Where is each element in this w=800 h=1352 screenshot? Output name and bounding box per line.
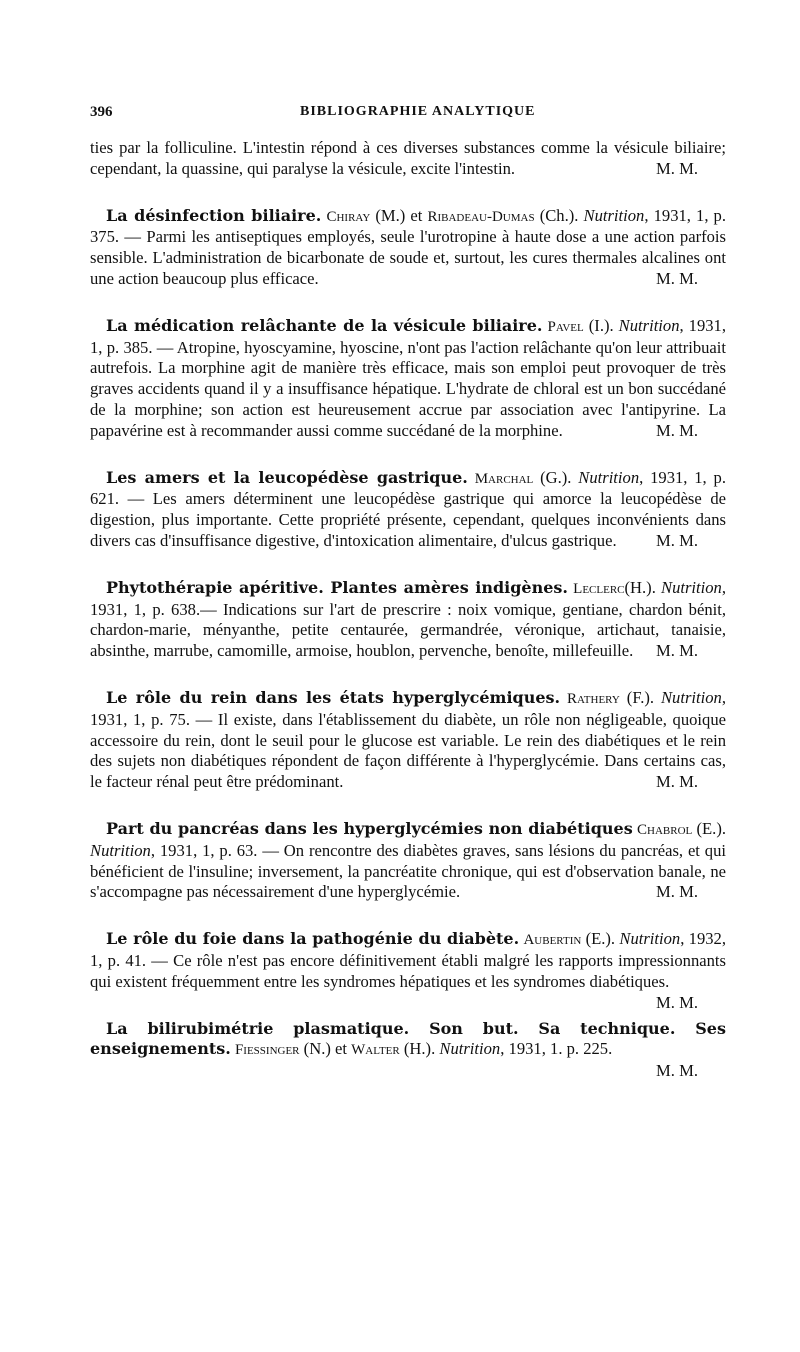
entry-summary: Il existe, dans l'établissement du diabète, un rôle non négligeable, quoique accessoire du rein, dont le seuil pour le glucose est variable. Le rein des diabétiques et le rein des sujets non diabétiques répondent de façon différente à l'hyperglycémie. Dans certains cas, le facteur rénal peut être prédominant. (90, 709, 726, 792)
reviewer-initials: M. M. (656, 530, 698, 550)
entry-author: Fiessinger (234, 1042, 300, 1059)
entry-journal: Nutrition (661, 577, 722, 597)
entry-author: Walter (351, 1042, 400, 1059)
reviewer-initials: M. M. (656, 158, 698, 178)
reviewer-initials: M. M. (656, 772, 698, 792)
entry-journal: Nutrition (618, 315, 680, 335)
entry-author-initial: (Ch.). (534, 205, 584, 225)
entry-author-initial: (H.). (624, 577, 661, 597)
page (90, 104, 726, 1082)
bibliography-entry (90, 316, 726, 442)
entry-citation: , 1931, 1, p. 621. — (90, 467, 726, 509)
entry-author: Marchal (474, 470, 534, 487)
entry-title: Le rôle du rein dans les états hyperglycémiques. (106, 687, 561, 707)
entry-summary: On rencontre des diabètes graves, sans lésions du pancréas, et qui bénéficient de l'insuline; inversement, la pancréatite chronique, qui est d'observation banale, ne s'accompagne pas nécessairement d'une hyperglycémie. (90, 840, 726, 902)
entry-author: Aubertin (523, 932, 582, 949)
reviewer-initials: M. M. (656, 1061, 698, 1081)
entry-title: La bilirubimétrie plasmatique. Son but. Sa technique. Ses enseignements. (90, 1018, 726, 1059)
entry-author-initial: (H.). (399, 1039, 440, 1059)
entry-citation: , 1931, 1, p. 375. — (90, 205, 726, 247)
reviewer-initials: M. M. (656, 641, 698, 661)
entry-title: Phytothérapie apéritive. Plantes amères indigènes. (106, 577, 569, 597)
entry-title: Part du pancréas dans les hyperglycémies non diabétiques (106, 818, 633, 838)
bibliography-entry (90, 578, 726, 662)
entry-citation: , 1931, 1, p. 638.— (90, 577, 727, 619)
entry-summary: Parmi les antiseptiques employés, seule l'urotropine à haute dose a une action parfois sensible. L'administration de bicarbonate de soude et, surtout, les cures thermales alcalines ont une action beaucoup plus efficace. (90, 227, 727, 288)
continuation-paragraph (90, 138, 726, 180)
page-header (90, 104, 726, 126)
entry-summary: Les amers déterminent une leucopédèse gastrique qui amorce la leucopédèse de digestion, plus importante. Cette propriété présente, cependant, quelques inconvénients dans divers cas d'insuffisance digestive, d'intoxication alimentaire, d'ulcus gastrique. (90, 489, 726, 550)
entry-citation: , 1931, 1, p. 75. — (90, 687, 726, 729)
bibliography-entry (90, 688, 726, 793)
bibliography-entry (90, 206, 726, 290)
entry-journal: Nutrition (619, 929, 681, 949)
bibliography-entry (90, 819, 726, 903)
entry-author-initial: (F.). (619, 687, 661, 707)
entry-citation: , 1931, 1, p. 385. — (90, 315, 727, 357)
entry-title: La désinfection biliaire. (106, 205, 322, 225)
entry-summary: Atropine, hyoscyamine, hyoscine, n'ont pas l'action relâchante qu'on leur attribuait autrefois. La morphine agit de manière très efficace, mais son emploi peut provoquer de très graves accidents quand il y a insuffisance hépatique. L'hydrate de chloral est un bon succédané de la morphine; son action est heureusement accrue par association avec l'antipyrine. La papavérine est à recommander aussi comme succédané de la morphine. (90, 337, 727, 440)
entry-author: Ribadeau-Dumas (427, 208, 535, 225)
entry-title: Les amers et la leucopédèse gastrique. (106, 467, 468, 487)
entry-journal: Nutrition (439, 1039, 501, 1059)
reviewer-initials: M. M. (656, 420, 698, 440)
entry-author-initial: (G.). (533, 467, 579, 487)
entry-author: Rathery (567, 690, 620, 707)
reviewer-initials: M. M. (656, 882, 698, 902)
page-number: 396 (90, 104, 113, 120)
entry-title: La médication relâchante de la vésicule biliaire. (106, 315, 543, 335)
entry-journal: Nutrition (90, 840, 151, 860)
entry-journal: Nutrition (578, 467, 640, 487)
entry-author: Leclerc (573, 580, 625, 597)
entry-journal: Nutrition (660, 687, 722, 707)
entry-author-initial: (I.). (583, 315, 619, 335)
reviewer-initials: M. M. (656, 992, 698, 1012)
entry-citation: , 1932, 1, p. 41. — (90, 929, 727, 970)
entry-author: Chabrol (637, 821, 693, 838)
entry-author: Pavel (547, 318, 584, 335)
entry-title: Le rôle du foie dans la pathogénie du diabète. (106, 929, 520, 949)
entry-journal: Nutrition (583, 205, 645, 225)
entry-citation: , 1931, 1. p. 225. (500, 1039, 613, 1059)
bibliography-entry (90, 929, 727, 1012)
reviewer-initials: M. M. (656, 268, 698, 288)
bibliography-entry (90, 1019, 726, 1082)
entry-summary: Ce rôle n'est pas encore définitivement établi malgré les rapports impressionnants qui existent fréquemment entre les syndromes hépatiques et les syndromes diabétiques. (90, 950, 726, 991)
entry-author-initial: (M.) et (370, 205, 428, 225)
running-title: BIBLIOGRAPHIE ANALYTIQUE (300, 104, 536, 119)
entry-author-initial: (E.). (581, 929, 620, 949)
continuation-text: ties par la folliculine. L'intestin répond à ces diverses substances comme la vésicule biliaire; cependant, la quassine, qui paralyse la vésicule, excite l'intestin. (90, 138, 726, 178)
entry-author-initial: (E.). (692, 818, 726, 838)
entry-author: Chiray (326, 208, 371, 225)
entry-summary: Indications sur l'art de prescrire : noix vomique, gentiane, chardon bénit, chardon-marie, ményanthe, petite centaurée, germandrée, véronique, artichaut, tanaisie, absinthe, marrube, camomille, armoise, houblon, pervenche, benoîte, millefeuille. (90, 599, 726, 661)
entry-citation: , 1931, 1, p. 63. — (150, 840, 284, 860)
bibliography-entry (90, 468, 726, 552)
entry-author-initial: (N.) et (299, 1039, 352, 1059)
